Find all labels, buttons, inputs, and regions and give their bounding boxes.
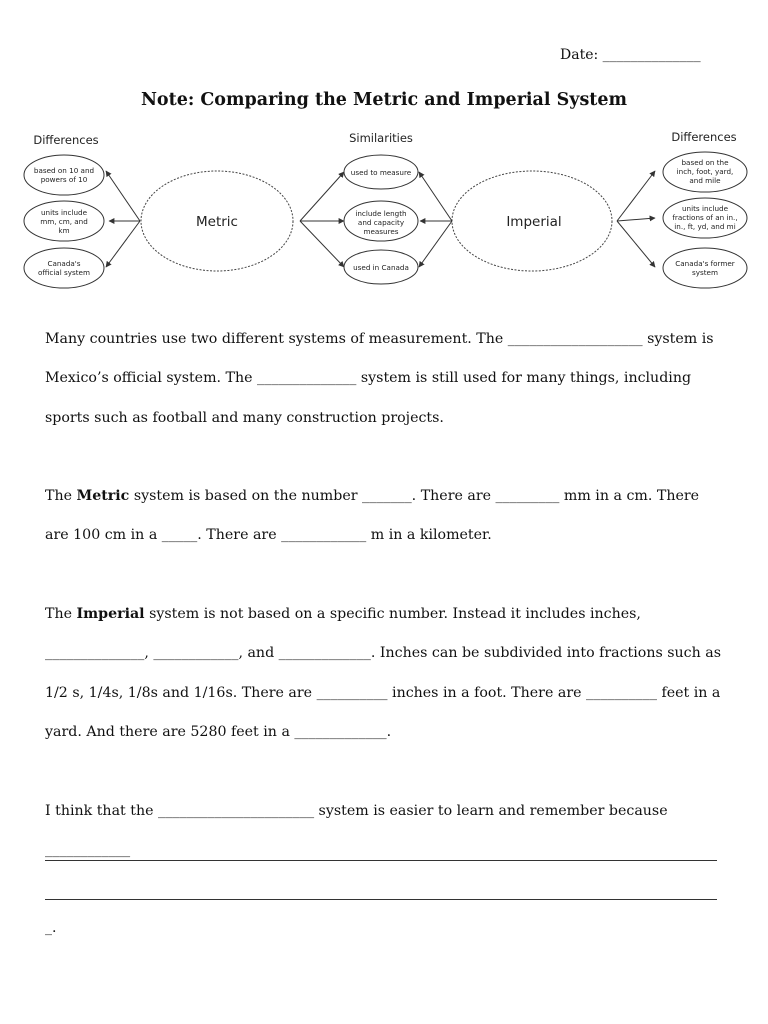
right-item-2: units include fractions of an in., in., ft, yd, and mi [672,204,738,231]
answer-line-end: _. [45,920,57,936]
metric-label: Metric [196,214,238,230]
center-item-3: used in Canada [353,263,409,272]
date-field: Date: ______________ [560,47,701,63]
right-item-1: based on the inch, foot, yard, and mile [676,158,734,185]
paragraph-imperial [45,595,725,752]
right-differences-heading: Differences [671,130,737,144]
answer-line-2 [45,899,717,900]
metric-text-b: system is based on the number _______. There are _________ mm in a cm. There are 100 cm in a _____. There are ____________ m in a kilometer. [45,488,700,544]
center-item-2: include length and capacity measures [355,209,407,236]
similarities-heading: Similarities [349,131,413,145]
right-item-3: Canada's former system [675,259,735,277]
metric-term: Metric [76,488,130,504]
imperial-text-b: system is not based on a specific number. Instead it includes inches, ______________, ____________, and _____________. Inches can be subdivided into fractions such as 1/2 s, 1/4s, 1/8s and 1/16s. There are __________ inches in a foot. There are __________ feet in a yard. And there are 5280 feet in a _____________. [45,606,722,740]
paragraph-metric [45,477,725,556]
imperial-term: Imperial [76,606,145,622]
page-title: Note: Comparing the Metric and Imperial System [140,90,628,110]
metric-text-a: The [45,488,77,504]
imperial-text-a: The [45,606,77,622]
comparison-diagram [22,125,748,295]
left-item-1: based on 10 and powers of 10 [33,166,95,184]
answer-line-1 [45,860,717,861]
center-item-1: used to measure [350,168,412,177]
paragraph-opinion: I think that the ______________________ system is easier to learn and remember because ____________ [45,803,668,859]
left-item-2: units include mm, cm, and km [40,208,88,235]
imperial-label: Imperial [506,214,562,230]
left-item-3: Canada's official system [38,259,90,277]
left-differences-heading: Differences [33,133,99,147]
paragraph-intro: Many countries use two different systems of measurement. The ___________________ system is Mexico’s official system. The ______________ system is still used for many things, including sports such as football and many construction projects. [45,331,714,426]
